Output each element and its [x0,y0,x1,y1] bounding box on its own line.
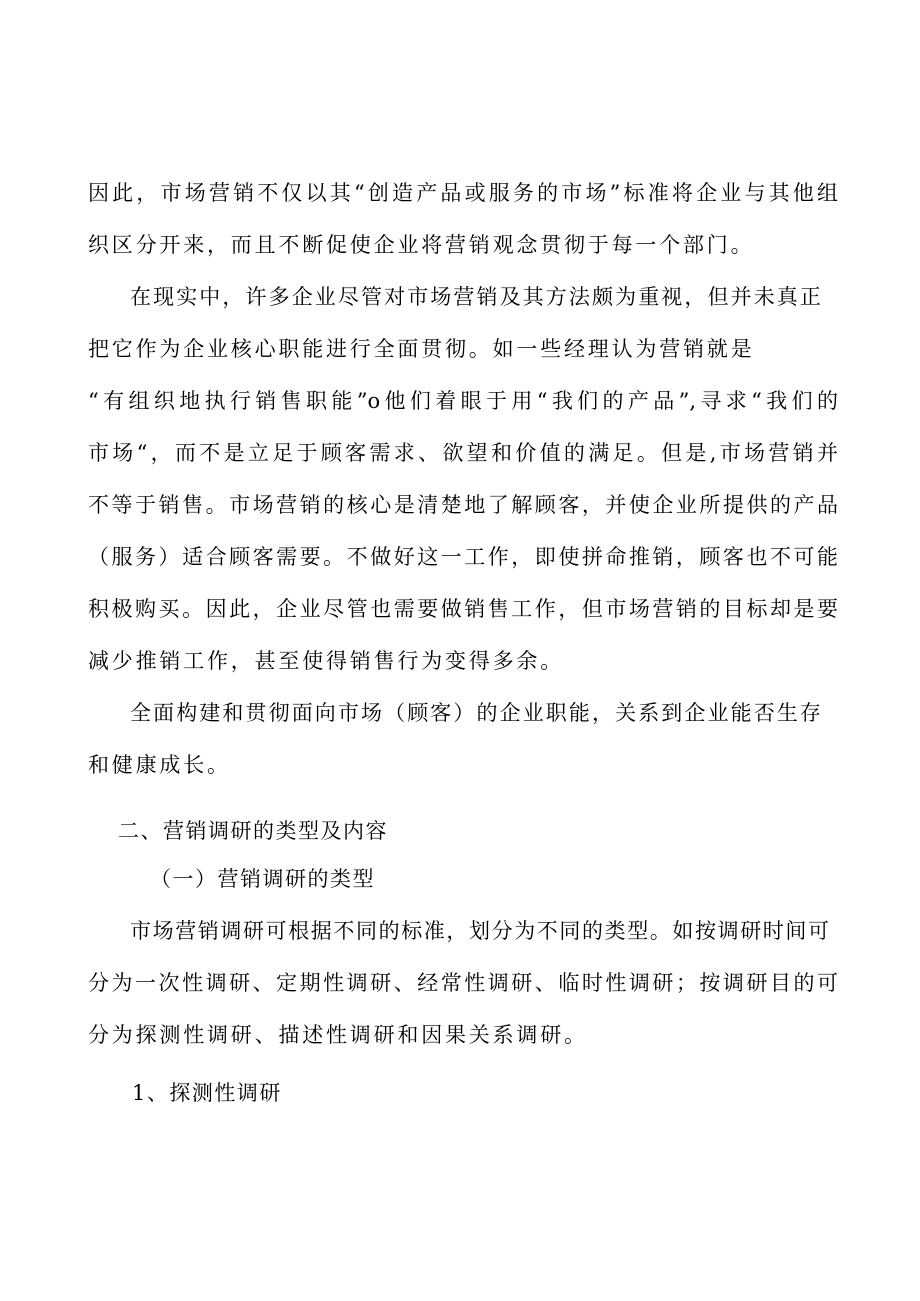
paragraph-line: 和健康成长。 [88,753,231,777]
paragraph-line: 全面构建和贯彻面向市场（顾客）的企业职能，关系到企业能否生存 [130,701,823,725]
subsection-heading: （一）营销调研的类型 [150,867,375,891]
paragraph-line: 把它作为企业核心职能进行全面贯彻。如一些经理认为营销就是 [88,337,755,361]
paragraph-line: 在现实中，许多企业尽管对市场营销及其方法颇为重视，但并未真正 [130,285,823,309]
paragraph-line: 分为探测性调研、描述性调研和因果关系调研。 [88,1023,588,1047]
paragraph-line: 积极购买。因此，企业尽管也需要做销售工作，但市场营销的目标却是要 [88,597,838,621]
paragraph-line: 分为一次性调研、定期性调研、经常性调研、临时性调研；按调研目的可 [88,971,838,995]
paragraph-line: （服务）适合顾客需要。不做好这一工作，即使拼命推销，顾客也不可能 [88,545,838,569]
paragraph-line: 市场营销调研可根据不同的标准，划分为不同的类型。如按调研时间可 [130,919,831,943]
paragraph-line: 不等于销售。市场营销的核心是清楚地了解顾客，并使企业所提供的产品 [88,493,838,517]
section-heading: 二、营销调研的类型及内容 [118,819,388,843]
paragraph-line: 市场“，而不是立足于顾客需求、欲望和价值的满足。但是,市场营销并 [88,441,838,465]
paragraph-line: 因此，市场营销不仅以其“创造产品或服务的市场”标准将企业与其他组 [88,181,838,205]
paragraph-line: “有组织地执行销售职能”o他们着眼于用“我们的产品”,寻求“我们的 [88,389,838,413]
item-heading: 1、探测性调研 [132,1081,282,1105]
paragraph-line: 织区分开来，而且不断促使企业将营销观念贯彻于每一个部门。 [88,233,755,257]
paragraph-line: 减少推销工作，甚至使得销售行为变得多余。 [88,649,564,673]
